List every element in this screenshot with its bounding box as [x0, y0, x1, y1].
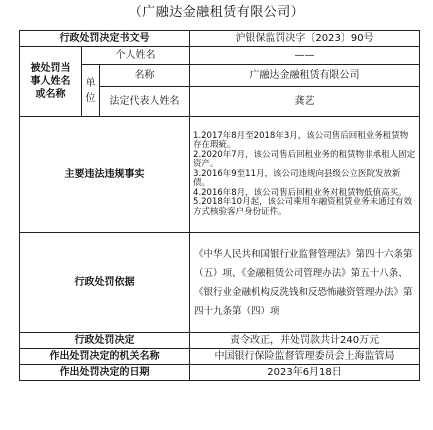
table-row [20, 47, 420, 65]
penalty-table [19, 30, 420, 381]
violation-item: 3.2016年9至11月，该公司违规向县级公立医院发放新债。 [193, 168, 401, 189]
authority-label: 作出处罚决定的机关名称 [20, 349, 190, 365]
individual-name-label: 个人姓名 [82, 47, 190, 65]
party-label-line: 或名称 [35, 89, 66, 100]
table-row [20, 233, 420, 333]
table-row [20, 333, 420, 349]
table-row [20, 349, 420, 365]
decision-no-value: 沪银保监罚决字〔2023〕90号 [190, 31, 420, 47]
date-value: 2023年6月18日 [190, 365, 420, 381]
decision-label: 行政处罚决定 [20, 333, 190, 349]
unit-name-label: 名称 [100, 65, 190, 87]
legal-rep-label: 法定代表人姓名 [100, 87, 190, 117]
decision-no-label: 行政处罚决定书文号 [20, 31, 190, 47]
individual-name-value: —— [190, 47, 420, 65]
violation-item: 2.2020年7月，该公司售后回租业务的租赁物非承租人固定资产。 [193, 149, 416, 170]
violation-item: 5.2018年10月起，该公司乘用车融资租赁业务未通过有效方式核验客户身份证件。 [193, 197, 413, 217]
table-row [20, 31, 420, 47]
table-row [20, 117, 420, 233]
legal-rep-value: 龚艺 [190, 87, 420, 117]
basis-label: 行政处罚依据 [20, 233, 190, 333]
authority-value: 中国银行保险监督管理委员会上海监管局 [190, 349, 420, 365]
document-title: （广融达金融租赁有限公司） [128, 5, 305, 20]
violation-item: 1.2017年8月至2018年3月，该公司售后回租业务租赁物存在瑕疵。 [193, 130, 409, 151]
decision-value: 责令改正，并处罚款共计240万元 [190, 333, 420, 349]
date-label: 作出处罚决定的日期 [20, 365, 190, 381]
table-row [20, 365, 420, 381]
party-label-line: 事人姓名 [30, 76, 71, 87]
party-label [20, 47, 82, 117]
unit-label-text: 单位 [85, 77, 96, 104]
violation-item: 4.2016年8月，该公司售后回租业务对租赁物低值高买。 [193, 187, 407, 198]
unit-name-value: 广融达金融租赁有限公司 [190, 65, 420, 87]
violations-label: 主要违法违规事实 [20, 117, 190, 233]
violations-value [190, 117, 420, 233]
basis-value: 《中华人民共和国银行业监督管理法》第四十六条第（五）项、《金融租赁公司管理办法》第五十八条、《银行业金融机构反洗钱和反恐怖融资管理办法》第四十九条第（四）项 [190, 233, 420, 333]
unit-label [82, 65, 100, 117]
party-label-line: 被处罚当 [30, 63, 71, 74]
